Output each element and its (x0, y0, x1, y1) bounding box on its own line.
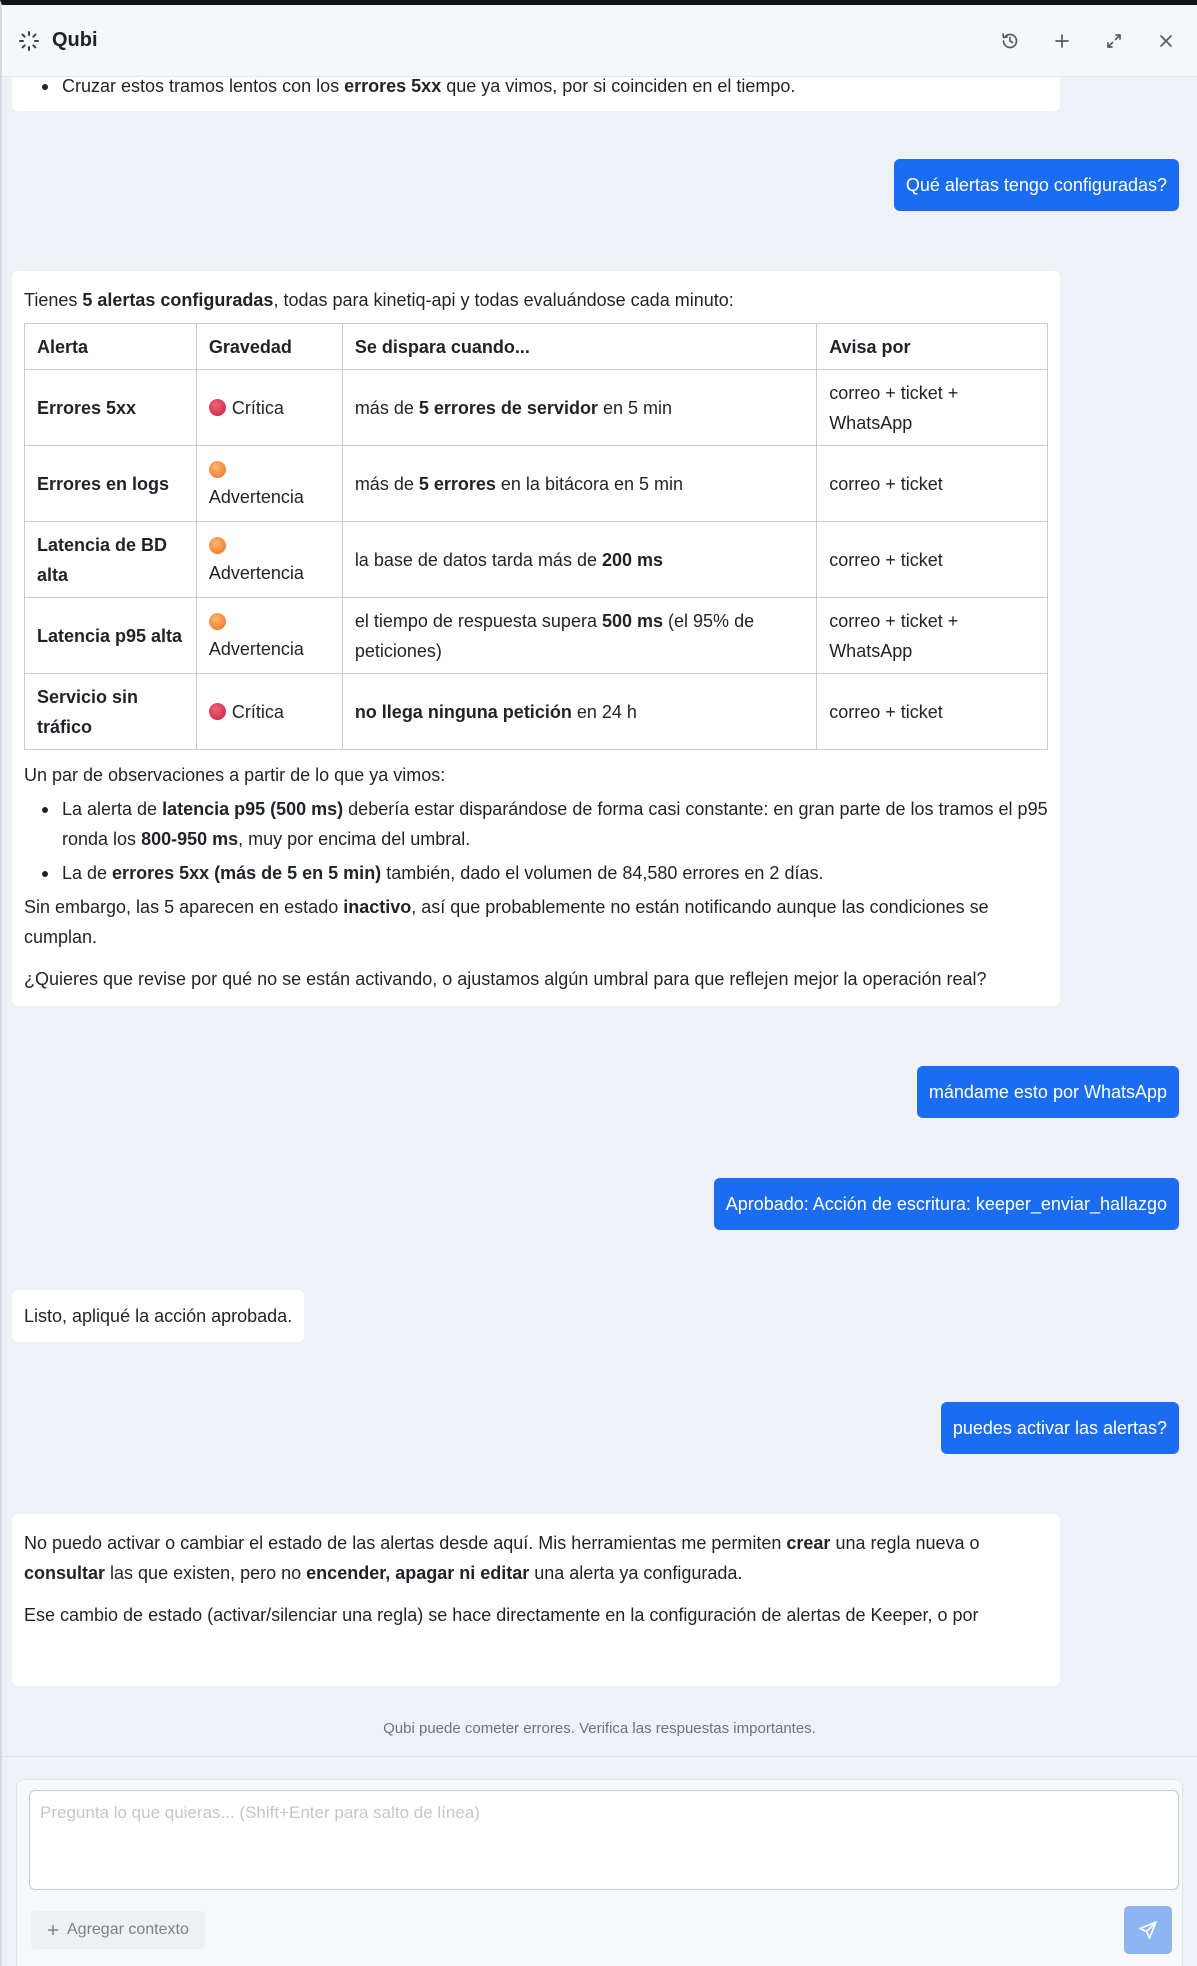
message-list[interactable] (2, 77, 1197, 1701)
table-header-row (25, 324, 1048, 370)
observations-list (24, 794, 1048, 888)
alert-condition: el tiempo de respuesta supera 500 ms (el 95% de peticiones) (342, 598, 816, 674)
alert-notify: correo + ticket + WhatsApp (817, 598, 1048, 674)
alert-condition: más de 5 errores en la bitácora en 5 min (342, 446, 816, 522)
alert-name: Latencia de BD alta (25, 522, 197, 598)
composer (16, 1779, 1183, 1966)
close-icon (1157, 32, 1175, 50)
alert-notify: correo + ticket + WhatsApp (817, 370, 1048, 446)
state-note: Sin embargo, las 5 aparecen en estado inactivo, así que probablemente no están notificando aunque las condiciones se cumplan. (24, 897, 989, 947)
bot-message (12, 1514, 1179, 1686)
alert-notify: correo + ticket (817, 522, 1048, 598)
alert-notify: correo + ticket (817, 674, 1048, 750)
user-bubble: Qué alertas tengo configuradas? (894, 159, 1179, 211)
brand (18, 29, 98, 52)
alert-name: Latencia p95 alta (25, 598, 197, 674)
disclaimer: Qubi puede cometer errores. Verifica las respuestas importantes. (2, 1701, 1197, 1757)
table-row (25, 598, 1048, 674)
column-header: Alerta (25, 324, 197, 370)
table-row (25, 446, 1048, 522)
alert-condition: no llega ninguna petición en 24 h (342, 674, 816, 750)
table-row (25, 522, 1048, 598)
bullet-list (24, 77, 1048, 101)
app-title: Qubi (52, 29, 98, 51)
table-row (25, 370, 1048, 446)
user-bubble: mándame esto por WhatsApp (917, 1066, 1179, 1118)
expand-icon (1105, 32, 1123, 50)
plus-icon (1053, 32, 1071, 50)
send-icon (1138, 1920, 1158, 1940)
list-item: La alerta de latencia p95 (500 ms) debería estar disparándose de forma casi constante: en gran parte de los tramos el p95 ronda los 800-950 ms, muy por encima del umbral. (38, 794, 1048, 854)
bot-paragraph: Ese cambio de estado (activar/silenciar una regla) se hace directamente en la configuración de alertas de Keeper, o por (24, 1605, 979, 1625)
alert-severity: Crítica (196, 674, 342, 750)
observations-intro: Un par de observaciones a partir de lo que ya vimos: (24, 765, 446, 785)
user-message (12, 1066, 1179, 1118)
history-button[interactable] (997, 28, 1023, 54)
header-actions (997, 28, 1179, 54)
alert-severity: Advertencia (196, 446, 342, 522)
alerts-intro: Tienes 5 alertas configuradas, todas para kinetiq-api y todas evaluándose cada minuto: (24, 290, 734, 310)
message-input[interactable] (29, 1790, 1179, 1890)
follow-up-question: ¿Quieres que revise por qué no se están activando, o ajustamos algún umbral para que reflejen mejor la operación real? (24, 969, 987, 989)
chat-header (2, 5, 1197, 77)
column-header: Se dispara cuando... (342, 324, 816, 370)
alert-name: Errores 5xx (25, 370, 197, 446)
list-item: Cruzar estos tramos lentos con los errores 5xx que ya vimos, por si coinciden en el tiempo. (38, 77, 1048, 101)
plus-icon (47, 1924, 59, 1936)
user-bubble: Aprobado: Acción de escritura: keeper_enviar_hallazgo (714, 1178, 1179, 1230)
new-chat-button[interactable] (1049, 28, 1075, 54)
bot-bubble: Listo, apliqué la acción aprobada. (12, 1290, 304, 1342)
critical-dot-icon (209, 399, 226, 416)
column-header: Gravedad (196, 324, 342, 370)
alert-condition: la base de datos tarda más de 200 ms (342, 522, 816, 598)
bot-message (12, 77, 1179, 111)
bot-bubble (12, 77, 1060, 111)
alert-name: Servicio sin tráfico (25, 674, 197, 750)
alert-severity: Advertencia (196, 598, 342, 674)
bot-message (12, 1290, 1179, 1342)
user-message (12, 1178, 1179, 1230)
alert-condition: más de 5 errores de servidor en 5 min (342, 370, 816, 446)
bot-bubble (12, 271, 1060, 1006)
bot-paragraph: No puedo activar o cambiar el estado de las alertas desde aquí. Mis herramientas me permiten crear una regla nueva o consultar las que existen, pero no encender, apagar ni editar una alerta ya configurada. (24, 1533, 980, 1583)
user-message (12, 1402, 1179, 1454)
bot-bubble (12, 1514, 1060, 1686)
composer-area (2, 1757, 1197, 1966)
warning-dot-icon (209, 613, 226, 630)
alert-notify: correo + ticket (817, 446, 1048, 522)
send-button[interactable] (1124, 1906, 1172, 1954)
bot-message (12, 271, 1179, 1006)
alert-severity: Crítica (196, 370, 342, 446)
warning-dot-icon (209, 461, 226, 478)
expand-button[interactable] (1101, 28, 1127, 54)
list-item: La de errores 5xx (más de 5 en 5 min) también, dado el volumen de 84,580 errores en 2 días. (38, 858, 1048, 888)
loader-icon (18, 30, 40, 52)
user-message (12, 159, 1179, 211)
alerts-table (24, 323, 1048, 750)
alert-severity: Advertencia (196, 522, 342, 598)
add-context-button[interactable] (31, 1911, 205, 1949)
user-bubble: puedes activar las alertas? (941, 1402, 1179, 1454)
critical-dot-icon (209, 703, 226, 720)
add-context-label: Agregar contexto (67, 1921, 189, 1938)
alert-name: Errores en logs (25, 446, 197, 522)
table-row (25, 674, 1048, 750)
warning-dot-icon (209, 537, 226, 554)
column-header: Avisa por (817, 324, 1048, 370)
history-icon (1000, 31, 1020, 51)
close-button[interactable] (1153, 28, 1179, 54)
